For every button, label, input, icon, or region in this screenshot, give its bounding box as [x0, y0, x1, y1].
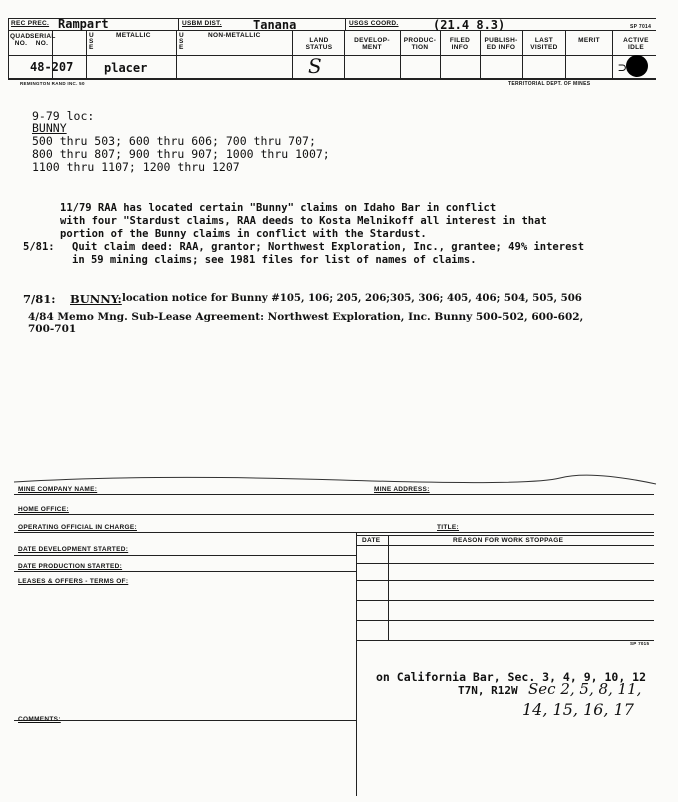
note-781-text: location notice for Bunny #105, 106; 205, 206;305, 306; 405, 406; 504, 505, 506: [122, 292, 582, 304]
note-781-date: 7/81:: [23, 292, 56, 306]
home-office-label: HOME OFFICE:: [18, 506, 69, 513]
township-range: T7N, R12W: [458, 684, 518, 697]
mine-company-label: MINE COMPANY NAME:: [18, 486, 98, 493]
bunny-claims-line: 800 thru 807; 900 thru 907; 1000 thru 1007;: [32, 147, 330, 161]
metallic-label: METALLIC: [116, 32, 151, 39]
s-label-metallic: S: [89, 38, 94, 45]
production-label: PRODUC- TION: [403, 37, 437, 51]
loc-title: 9-79 loc:: [32, 109, 95, 123]
quad-value: 48-207: [30, 60, 74, 74]
note-581-line: Quit claim deed: RAA, grantor; Northwest Exploration, Inc., grantee; 49% interest: [72, 241, 585, 253]
bunny-heading: BUNNY: [32, 121, 67, 135]
land-status-label: LAND STATUS: [305, 37, 333, 51]
land-status-value: S: [308, 54, 322, 78]
metallic-value: placer: [104, 61, 148, 75]
merit-label: MERIT: [578, 37, 600, 44]
title-label: TITLE:: [437, 524, 460, 531]
date-column-label: DATE: [362, 537, 381, 544]
active-status-dot: [626, 55, 648, 77]
printer-credit: REMINGTON RAND INC. 50: [20, 81, 85, 86]
rec-prec-label: REC PREC.: [11, 20, 50, 27]
mine-address-label: MINE ADDRESS:: [374, 486, 430, 493]
nonmetallic-label: NON-METALLIC: [208, 32, 261, 39]
rec-prec-value: Rampart: [58, 17, 109, 31]
note-1179-line: 11/79 RAA has located certain "Bunny" claims on Idaho Bar in conflict: [60, 202, 497, 214]
form-top-rule: [0, 468, 678, 488]
form-number-bottom: SP 7015: [630, 641, 650, 646]
handwritten-sections: 14, 15, 16, 17: [522, 700, 634, 719]
development-label: DEVELOP- MENT: [354, 37, 390, 51]
usgs-coord-label: USGS COORD.: [349, 20, 399, 27]
e-label-metallic: E: [89, 44, 94, 51]
note-1179-line: with four "Stardust claims, RAA deeds to Kosta Melnikoff all interest in that: [60, 215, 547, 227]
bunny-claims-line: 500 thru 503; 600 thru 606; 700 thru 707;: [32, 134, 316, 148]
active-idle-label: ACTIVE IDLE: [623, 37, 649, 51]
territorial-dept-text: TERRITORIAL DEPT. OF MINES: [508, 81, 591, 87]
handwritten-sections: Sec 2, 5, 8, 11,: [528, 680, 642, 698]
serial-no-label: SERIAL NO.: [30, 33, 56, 47]
note-484-line: 700-701: [28, 323, 77, 335]
location-line: on California Bar, Sec. 3, 4, 9, 10, 12: [376, 670, 647, 684]
note-581-line: in 59 mining claims; see 1981 files for list of names of claims.: [72, 254, 477, 266]
note-581-date: 5/81:: [23, 241, 55, 253]
form-number-top: SP 7014: [630, 24, 652, 30]
u-label-nonmetallic: U: [179, 32, 184, 39]
u-label-metallic: U: [89, 32, 94, 39]
operating-official-label: OPERATING OFFICIAL IN CHARGE:: [18, 524, 137, 531]
date-development-label: DATE DEVELOPMENT STARTED:: [18, 546, 129, 553]
note-484-line: 4/84 Memo Mng. Sub-Lease Agreement: Northwest Exploration, Inc. Bunny 500-502, 600-602,: [28, 311, 584, 323]
s-label-nonmetallic: S: [179, 38, 184, 45]
date-production-label: DATE PRODUCTION STARTED:: [18, 563, 123, 570]
note-781-name: BUNNY:: [70, 292, 122, 306]
usbm-dist-label: USBM DIST.: [182, 20, 222, 27]
e-label-nonmetallic: E: [179, 44, 184, 51]
reason-work-stoppage-label: REASON FOR WORK STOPPAGE: [453, 537, 564, 544]
quad-no-label: QUAD. NO.: [10, 33, 33, 47]
filed-info-label: FILED INFO: [449, 37, 471, 51]
bunny-claims-line: 1100 thru 1107; 1200 thru 1207: [32, 160, 240, 174]
comments-label: COMMENTS:: [18, 716, 61, 723]
published-info-label: PUBLISH- ED INFO: [484, 37, 518, 51]
leases-offers-label: LEASES & OFFERS - TERMS OF:: [18, 578, 129, 585]
usbm-dist-value: Tanana: [253, 18, 297, 32]
last-visited-label: LAST VISITED: [530, 37, 558, 51]
note-1179-line: portion of the Bunny claims in conflict with the Stardust.: [60, 228, 427, 240]
active-mark-glyph: ⊃: [618, 60, 627, 76]
usgs-coord-value: (21.4 8.3): [433, 18, 506, 32]
